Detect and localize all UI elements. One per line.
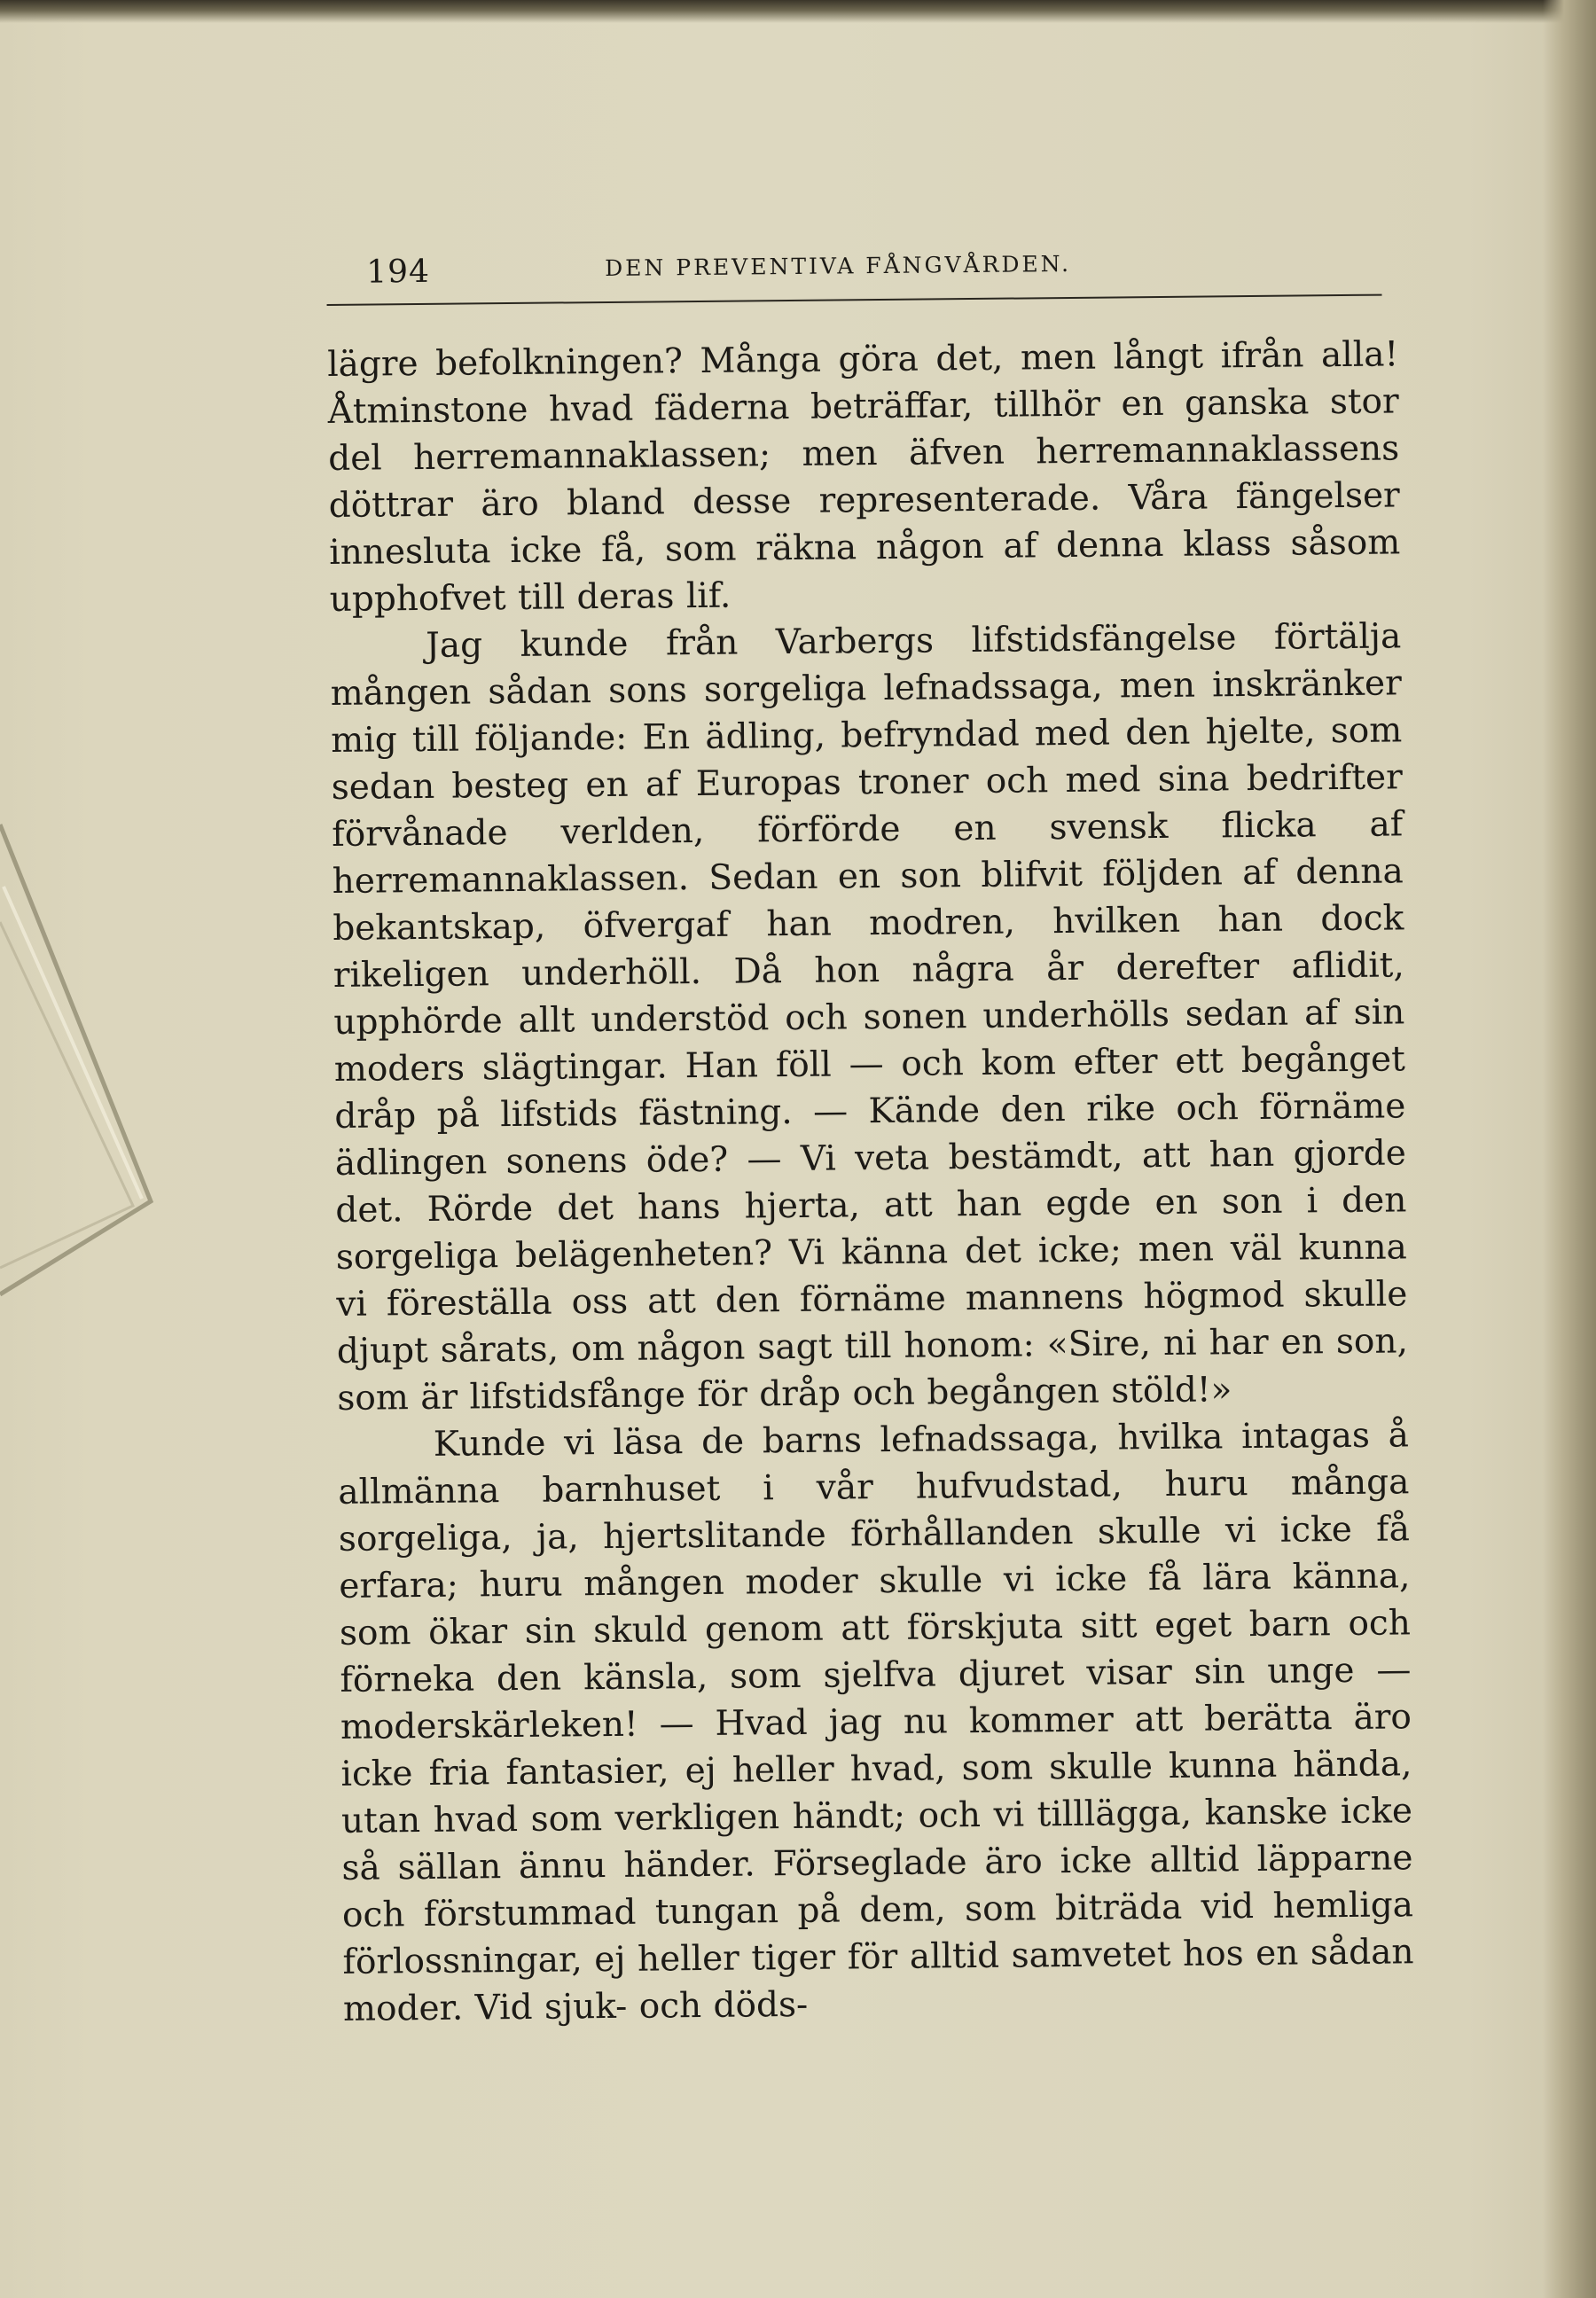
book-page bbox=[326, 242, 1414, 2033]
page-gutter-edge bbox=[1543, 0, 1596, 2298]
top-edge-shadow bbox=[0, 0, 1596, 23]
body-text bbox=[327, 331, 1414, 2033]
paragraph-1: lägre befolkningen? Många göra det, men långt ifrån alla! Åtminstone hvad fäderna beträffar, tillhör en ganska stor del herremannaklassen; men äfven herremannaklassens döttrar äro bland desse representerade. Våra fängelser innesluta icke få, som räkna någon af denna klass såsom upphofvet till deras lif. bbox=[326, 334, 1401, 620]
running-header bbox=[326, 242, 1397, 302]
paragraph-3: Kunde vi läsa de barns lefnadssaga, hvilka intagas å allmänna barnhuset i vår hufvudstad, huru många sorgeliga, ja, hjertslitande förhållanden skulle vi icke få erfara; huru mången moder skulle vi icke få lära känna, som ökar sin skuld genom att förskjuta sitt eget barn och förneka den känsla, som sjelfva djuret visar sin unge — moderskärleken! — Hvad jag nu kommer att berätta äro icke fria fantasier, ej heller hvad, som skulle kunna hända, utan hvad som verkligen händt; och vi tilllägga, kanske icke så sällan ännu händer. Förseglade äro icke alltid läpparne och förstummad tungan på dem, som biträda vid hemliga förlossningar, ej heller tiger för alltid samvetet hos en sådan moder. Vid sjuk- och döds- bbox=[338, 1415, 1414, 2029]
folded-paper-corner bbox=[0, 0, 177, 1330]
running-header-title: DEN PREVENTIVA FÅNGVÅRDEN. bbox=[605, 250, 1072, 281]
page-number: 194 bbox=[366, 253, 431, 291]
paragraph-2: Jag kunde från Varbergs lifstidsfängelse förtälja mången sådan sons sorgeliga lefnadssaga, men inskränker mig till följande: En ädling, befryndad med den hjelte, som sedan besteg en af Europas troner och med sina bedrifter förvånade verlden, förförde en svensk flicka af herremannaklassen. Sedan en son blifvit följden af denna bekantskap, öfvergaf han modren, hvilken han dock rikeligen underhöll. Då hon några år derefter aflidit, upphörde allt understöd och sonen underhölls sedan af sin moders slägtingar. Han föll — och kom efter ett begånget dråp på lifstids fästning. — Kände den rike och förnäme ädlingen sonens öde? — Vi veta bestämdt, att han gjorde det. Rörde det hans hjerta, att han egde en son i den sorgeliga belägenheten? Vi känna det icke; men väl kunna vi föreställa oss att den förnäme mannens högmod skulle djupt sårats, om någon sagt till honom: «Sire, ni har en son, som är lifstidsfånge för dråp och begången stöld!» bbox=[330, 616, 1409, 1419]
